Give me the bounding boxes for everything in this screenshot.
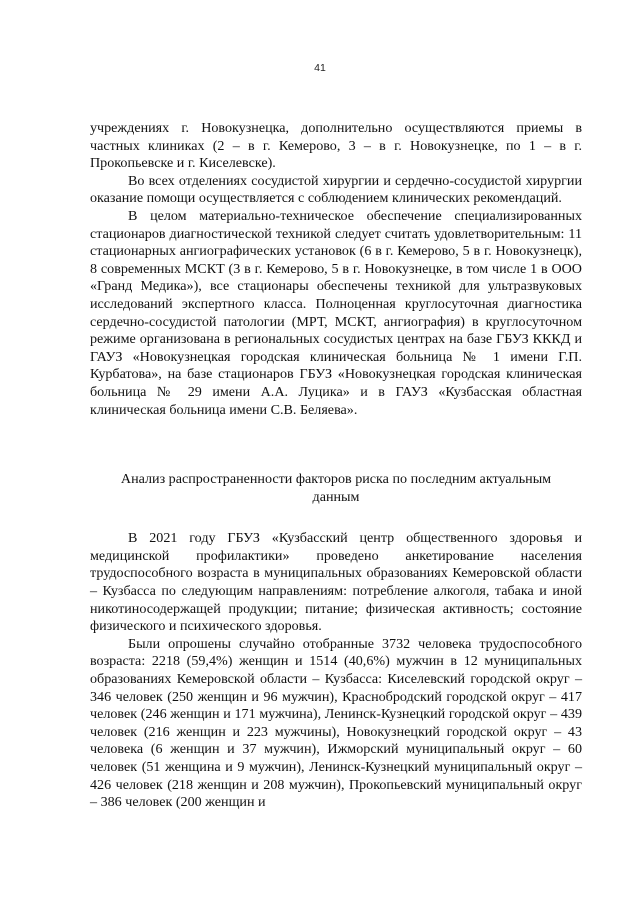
spacer bbox=[90, 419, 582, 471]
page-number: 41 bbox=[314, 62, 326, 74]
paragraph-equipment: В целом материально-техническое обеспечение специализированных стационаров диагностической техникой следует считать удовлетворительным: 11 стационарных ангиографических установок (6 в г. Кемерово, 5 в г. Новокузнецк), 8 современных МСКТ (3 в г. Кемерово, 5 в г. Новокузнецке, в том числе 1 в ООО «Гранд Медика»), все стационары обеспечены техникой для ультразвуковых исследований экспертного класса. Полноценная круглосуточная диагностика сердечно-сосудистой патологии (МРТ, МСКТ, ангиография) в круглосуточном режиме организована в региональных сосудистых центрах на базе ГБУЗ КККД и ГАУЗ «Новокузнецкая городская клиническая больница № 1 имени Г.П. Курбатова», на базе стационаров ГБУЗ «Новокузнецкая городская клиническая больница № 29 имени А.А. Луцика» и в ГАУЗ «Кузбасская областная клиническая больница имени С.В. Беляева». bbox=[90, 207, 582, 418]
paragraph-continuation: учреждениях г. Новокузнецка, дополнительно осуществляются приемы в частных клиниках (2 – в г. Кемерово, 3 – в г. Новокузнецке, по 1 – в г. Прокопьевске и г. Киселевске). bbox=[90, 120, 582, 172]
page-body bbox=[90, 120, 582, 812]
paragraph-survey-sample: Были опрошены случайно отобранные 3732 человека трудоспособного возраста: 2218 (59,4%) женщин и 1514 (40,6%) мужчин в 12 муниципальных образованиях Кемеровской области – Кузбасса: Киселевский городской округ – 346 человек (250 женщин и 96 мужчин), Краснобродский городской округ – 417 человек (246 женщин и 171 мужчина), Ленинск-Кузнецкий городской округ – 439 человек (216 женщин и 223 мужчины), Новокузнецкий городской округ – 43 человека (6 женщин и 37 мужчин), Ижморский муниципальный округ – 60 человек (51 женщина и 9 мужчин), Ленинск-Кузнецкий муниципальный округ – 426 человек (218 женщин и 208 мужчин), Прокопьевский муниципальный округ – 386 человек (200 женщин и bbox=[90, 635, 582, 811]
spacer bbox=[90, 506, 582, 530]
section-heading: Анализ распространенности факторов риска по последним актуальным данным bbox=[120, 471, 552, 505]
paragraph-survey-intro: В 2021 году ГБУЗ «Кузбасский центр общественного здоровья и медицинской профилактики» проведено анкетирование населения трудоспособного возраста в муниципальных образованиях Кемеровской области – Кузбасса по следующим направлениям: потребление алкоголя, табака и иной никотиносодержащей продукции; питание; физическая активность; состояние физического и психического здоровья. bbox=[90, 530, 582, 635]
paragraph-vascular-surgery: Во всех отделениях сосудистой хирургии и сердечно-сосудистой хирургии оказание помощи осуществляется с соблюдением клинических рекомендаций. bbox=[90, 172, 582, 207]
